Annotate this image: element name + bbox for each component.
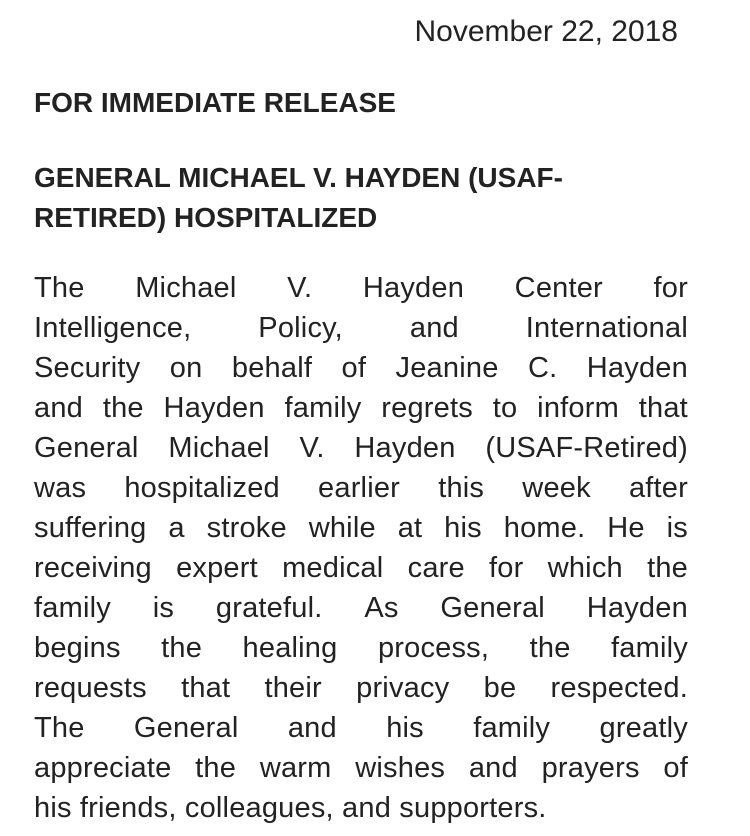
- body-line: [34, 788, 688, 828]
- body-word: appreciate: [34, 752, 172, 784]
- body-word: (USAF-Retired): [485, 432, 688, 464]
- body-word: hospitalized: [124, 472, 280, 504]
- body-word: his: [444, 512, 482, 544]
- body-word: Hayden: [586, 352, 688, 384]
- body-word: Hayden: [354, 432, 456, 464]
- body-line: [34, 548, 688, 588]
- body-word: Hayden: [362, 272, 465, 304]
- body-word: the: [161, 632, 203, 664]
- body-word: his: [386, 712, 424, 744]
- body-word: for: [489, 552, 524, 584]
- body-word: V.: [287, 272, 313, 304]
- body-word: family: [284, 392, 362, 424]
- body-word: for: [653, 272, 688, 304]
- body-word: Hayden: [163, 392, 265, 424]
- headline-line-2: RETIRED) HOSPITALIZED: [34, 202, 378, 233]
- body-word: begins: [34, 632, 121, 664]
- body-line: [34, 668, 688, 708]
- headline: [34, 158, 674, 238]
- body-line: [34, 348, 688, 388]
- body-word: Hayden: [586, 592, 688, 624]
- body-word: and: [34, 392, 83, 424]
- body-word: Jeanine: [395, 352, 499, 384]
- body-word: their: [264, 672, 322, 704]
- body-line: [34, 468, 688, 508]
- body-line: [34, 748, 688, 788]
- body-word: requests: [34, 672, 147, 704]
- body-word: behalf: [231, 352, 313, 384]
- body-line: [34, 428, 688, 468]
- body-word: greatly: [599, 712, 688, 744]
- body-word: expert: [176, 552, 258, 584]
- body-word: earlier: [318, 472, 401, 504]
- press-release-body: [34, 268, 688, 828]
- body-word: Michael: [168, 432, 270, 464]
- body-word: grateful.: [215, 592, 323, 624]
- body-word: The: [34, 712, 85, 744]
- body-word: this: [438, 472, 485, 504]
- body-word: Security: [34, 352, 141, 384]
- release-label: FOR IMMEDIATE RELEASE: [34, 87, 396, 118]
- body-word: is: [666, 512, 688, 544]
- body-word: the: [647, 552, 688, 584]
- body-word: family: [611, 632, 688, 664]
- body-word: on: [169, 352, 203, 384]
- body-line: [34, 388, 688, 428]
- body-word: his friends, colleagues, and supporters.: [34, 792, 547, 824]
- body-word: General: [440, 592, 545, 624]
- body-word: a: [168, 512, 185, 544]
- body-word: and: [468, 752, 518, 784]
- body-word: suffering: [34, 512, 147, 544]
- body-word: and: [287, 712, 337, 744]
- body-word: while: [308, 512, 376, 544]
- body-word: stroke: [206, 512, 287, 544]
- body-word: Michael: [135, 272, 237, 304]
- body-word: family: [34, 592, 111, 624]
- body-line: [34, 628, 688, 668]
- body-word: respected.: [550, 672, 688, 704]
- body-word: warm: [259, 752, 332, 784]
- release-date: November 22, 2018: [414, 15, 678, 48]
- headline-line-1: GENERAL MICHAEL V. HAYDEN (USAF-: [34, 162, 563, 193]
- body-word: to: [492, 392, 518, 424]
- body-word: the: [529, 632, 571, 664]
- body-word: that: [181, 672, 231, 704]
- body-word: He: [607, 512, 645, 544]
- body-word: General: [34, 432, 139, 464]
- body-word: prayers: [541, 752, 640, 784]
- body-word: was: [34, 472, 87, 504]
- body-word: home.: [503, 512, 586, 544]
- body-word: be: [483, 672, 517, 704]
- body-word: the: [195, 752, 237, 784]
- body-word: medical: [282, 552, 384, 584]
- body-word: International: [525, 312, 688, 344]
- body-line: [34, 588, 688, 628]
- body-word: and: [409, 312, 459, 344]
- body-word: C.: [527, 352, 558, 384]
- body-word: that: [638, 392, 688, 424]
- body-word: at: [397, 512, 423, 544]
- body-word: receiving: [34, 552, 152, 584]
- body-word: family: [473, 712, 551, 744]
- body-line: [34, 508, 688, 548]
- body-word: process,: [377, 632, 490, 664]
- body-word: care: [407, 552, 465, 584]
- body-word: V.: [299, 432, 325, 464]
- body-word: the: [102, 392, 144, 424]
- body-line: [34, 268, 688, 308]
- body-word: wishes: [355, 752, 446, 784]
- body-word: which: [547, 552, 623, 584]
- body-word: Intelligence,: [34, 312, 192, 344]
- body-word: inform: [537, 392, 619, 424]
- body-word: healing: [242, 632, 338, 664]
- body-word: of: [341, 352, 367, 384]
- body-word: The: [34, 272, 85, 304]
- body-word: Center: [514, 272, 603, 304]
- body-word: privacy: [356, 672, 450, 704]
- body-word: As: [364, 592, 399, 624]
- body-word: regrets: [381, 392, 473, 424]
- body-line: [34, 308, 688, 348]
- body-line: [34, 708, 688, 748]
- body-word: week: [522, 472, 591, 504]
- body-word: General: [133, 712, 239, 744]
- body-word: after: [628, 472, 688, 504]
- body-word: of: [663, 752, 688, 784]
- body-word: is: [152, 592, 175, 624]
- body-word: Policy,: [258, 312, 343, 344]
